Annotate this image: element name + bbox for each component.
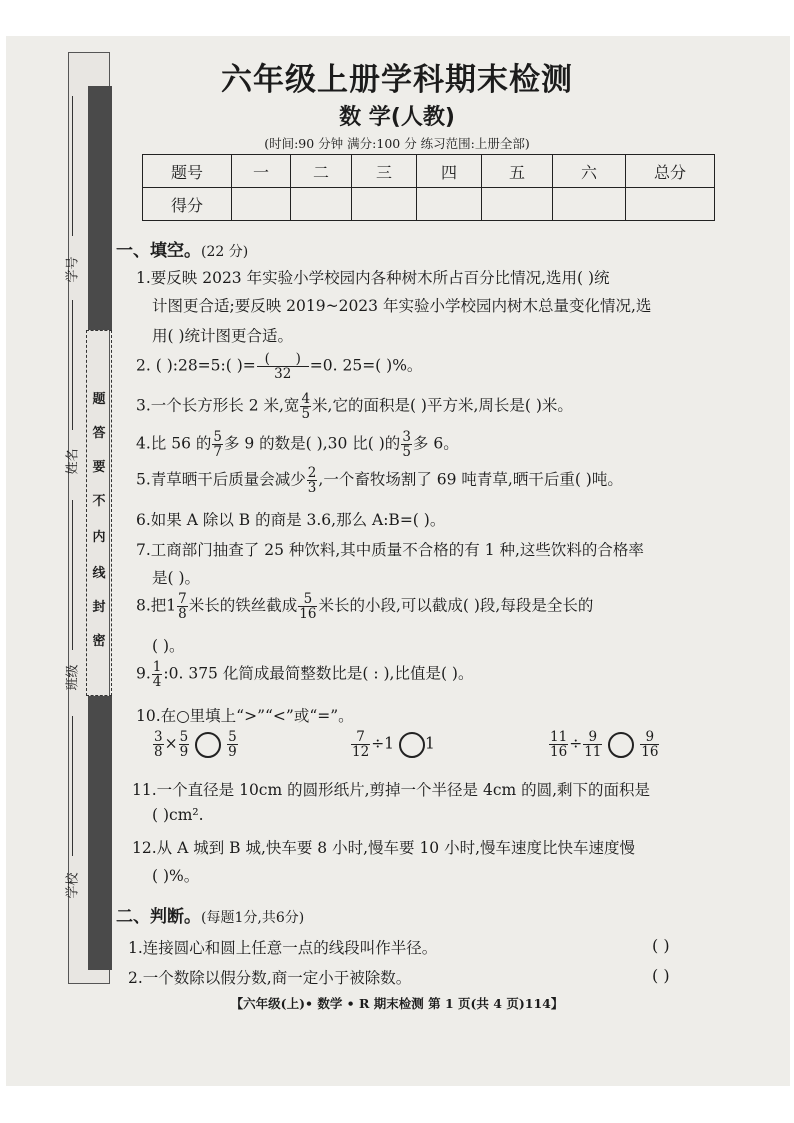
score-table-cell: 题号 <box>143 155 232 188</box>
q2 <box>136 352 422 381</box>
q10-e2-num: 7 <box>351 730 370 745</box>
score-input-cell[interactable] <box>232 188 291 221</box>
q8-text-a: 8.把1 <box>136 596 177 615</box>
q10-expression-2 <box>350 730 435 759</box>
score-input-cell[interactable] <box>626 188 715 221</box>
q3-text-b: 米,它的面积是( )平方米,周长是( )米。 <box>312 396 573 415</box>
q10-e3-frac-a <box>549 730 568 759</box>
score-table-header-row <box>143 155 715 188</box>
q1-line2: 计图更合适;要反映 2019~2023 年实验小学校园内树木总量变化情况,选 <box>152 297 652 315</box>
q11-line1: 11.一个直径是 10cm 的圆形纸片,剪掉一个半径是 4cm 的圆,剩下的面积是 <box>132 781 651 799</box>
q10-e2-divisor: ÷1 <box>371 734 395 753</box>
student-id-label: 学号 <box>65 256 81 283</box>
q8 <box>136 592 593 621</box>
section1-title: 一、填空。 <box>116 241 201 261</box>
score-table-cell: 五 <box>482 155 553 188</box>
seal-char: 要 <box>92 460 106 475</box>
margin-dark-band-bottom <box>88 696 112 970</box>
q9-text-b: :0. 375 化简成最简整数比是( : ),比值是( )。 <box>163 664 474 683</box>
q8-text-c: 米长的小段,可以截成( )段,每段是全长的 <box>318 596 594 615</box>
q10-e1-den-a: 8 <box>154 744 163 761</box>
q5 <box>136 466 623 495</box>
score-table-score-row <box>143 188 715 221</box>
q4-fraction-1 <box>212 430 223 459</box>
exam-info: (时间:90 分钟 满分:100 分 练习范围:上册全部) <box>264 136 530 151</box>
score-input-cell[interactable] <box>482 188 553 221</box>
q12-line1: 12.从 A 城到 B 城,快车要 8 小时,慢车要 10 小时,慢车速度比快车速度慢 <box>132 839 636 857</box>
q12-line2: ( )%。 <box>152 867 200 885</box>
q8-num1: 7 <box>178 591 187 607</box>
q4-den1: 7 <box>213 444 222 461</box>
q4-fraction-2 <box>401 430 412 459</box>
seal-char: 题 <box>92 392 106 407</box>
q2-fraction-blank: ( ) <box>257 352 309 367</box>
name-label: 姓名 <box>65 448 81 475</box>
seal-char: 封 <box>92 600 106 615</box>
q10-e1-frac-b <box>179 730 190 759</box>
score-table-cell: 三 <box>352 155 417 188</box>
exam-title: 六年级上册学科期末检测 <box>221 62 573 98</box>
q4-den2: 5 <box>402 444 411 461</box>
q10-e2-right: 1 <box>424 734 435 753</box>
score-table-cell: 得分 <box>143 188 232 221</box>
q8-den2: 16 <box>299 606 317 623</box>
q10-answer-circle-3[interactable] <box>608 732 634 758</box>
q10-e1-num-a: 3 <box>154 729 163 745</box>
section2-heading <box>116 902 304 927</box>
q8-num2: 5 <box>298 592 317 607</box>
q10-e3-den-c: 16 <box>641 744 659 761</box>
q9-num: 1 <box>152 659 162 675</box>
q10-e1-num-c: 5 <box>228 729 237 745</box>
q8-fraction-1 <box>177 592 188 621</box>
score-table-cell: 六 <box>553 155 626 188</box>
q9-den: 4 <box>152 674 162 691</box>
score-table-cell: 四 <box>417 155 482 188</box>
q7-line1: 7.工商部门抽查了 25 种饮料,其中质量不合格的有 1 种,这些饮料的合格率 <box>136 541 644 559</box>
seal-char: 不 <box>92 494 106 509</box>
q2-fraction <box>257 352 309 381</box>
judge-1: 1.连接圆心和圆上任意一点的线段叫作半径。 <box>128 939 438 957</box>
q10-answer-circle-1[interactable] <box>195 732 221 758</box>
section1-points: (22 分) <box>201 244 249 260</box>
q2-text-a: 2. ( ):28=5:( )= <box>136 356 256 375</box>
q5-fraction <box>307 466 318 495</box>
q10-expression-3 <box>548 730 660 759</box>
q10-e3-frac-b <box>583 730 602 759</box>
q10-e1-num-b: 5 <box>179 729 189 745</box>
q8-text-b: 米长的铁丝截成 <box>188 596 298 615</box>
q8-line2: ( )。 <box>152 637 185 655</box>
q5-text-a: 5.青草晒干后质量会减少 <box>136 470 306 489</box>
q10-e3-den-a: 16 <box>550 744 568 761</box>
score-input-cell[interactable] <box>291 188 352 221</box>
q10-e1-times: × <box>164 734 178 753</box>
page-footer: 【六年级(上)• 数学 • R 期末检测 第 1 页(共 4 页)114】 <box>230 996 564 1011</box>
q6: 6.如果 A 除以 B 的商是 3.6,那么 A:B=( )。 <box>136 511 446 529</box>
q10-e3-den-b: 11 <box>584 744 602 761</box>
q5-num: 2 <box>307 465 317 481</box>
q4-text-b: 多 9 的数是( ),30 比( )的 <box>223 434 401 453</box>
subject-title: 数 学(人教) <box>339 105 455 130</box>
score-table-cell: 一 <box>232 155 291 188</box>
q9-text-a: 9. <box>136 664 151 683</box>
q10-e3-num-a: 11 <box>550 729 568 745</box>
school-label: 学校 <box>65 872 81 899</box>
q4 <box>136 430 459 459</box>
q1-line1: 1.要反映 2023 年实验小学校园内各种树木所占百分比情况,选用( )统 <box>136 269 610 287</box>
seal-char: 线 <box>92 566 106 581</box>
judge-2: 2.一个数除以假分数,商一定小于被除数。 <box>128 969 412 987</box>
section2-title: 二、判断。 <box>116 907 201 927</box>
q8-den1: 8 <box>178 606 187 623</box>
class-label: 班级 <box>65 664 81 691</box>
seal-char: 内 <box>92 530 106 545</box>
q10-expression-1 <box>152 730 239 759</box>
q10-e2-den: 12 <box>352 744 370 761</box>
q2-text-b: =0. 25=( )%。 <box>309 356 423 375</box>
q3-fraction <box>300 392 311 421</box>
q2-fraction-den: 32 <box>274 366 292 382</box>
q3-num: 4 <box>301 391 311 407</box>
seal-char: 密 <box>92 634 106 649</box>
name-line <box>72 300 73 430</box>
q3-text-a: 3.一个长方形长 2 米,宽 <box>136 396 300 415</box>
q4-text-c: 多 6。 <box>412 434 459 453</box>
score-input-cell[interactable] <box>553 188 626 221</box>
score-input-cell[interactable] <box>352 188 417 221</box>
q7-line2: 是( )。 <box>152 569 201 587</box>
q9-fraction <box>152 660 163 689</box>
q10-e3-frac-c <box>640 730 659 759</box>
q4-text-a: 4.比 56 的 <box>136 434 212 453</box>
section1-heading <box>116 236 248 261</box>
seal-char: 答 <box>92 426 106 441</box>
score-table-cell: 总分 <box>626 155 715 188</box>
q9 <box>136 660 473 689</box>
q10-e1-frac-a <box>153 730 164 759</box>
q10-answer-circle-2[interactable] <box>399 732 425 758</box>
q10: 10.在○里填上“>”“<”或“=”。 <box>136 707 354 725</box>
q10-e1-den-b: 9 <box>179 744 189 761</box>
q5-text-b: ,一个畜牧场割了 69 吨青草,晒干后重( )吨。 <box>318 470 623 489</box>
q10-e2-frac <box>351 730 370 759</box>
class-line <box>72 500 73 650</box>
q8-fraction-2 <box>298 592 317 621</box>
q10-e3-num-c: 9 <box>640 730 659 745</box>
school-line <box>72 716 73 856</box>
q5-den: 3 <box>307 480 317 497</box>
q4-num1: 5 <box>213 429 222 445</box>
judge-1-answer[interactable]: ( ) <box>652 936 670 955</box>
q10-e3-divide: ÷ <box>569 734 583 753</box>
q10-e1-frac-c <box>227 730 238 759</box>
score-input-cell[interactable] <box>417 188 482 221</box>
score-table <box>142 154 715 221</box>
q11-line2: ( )cm². <box>152 806 204 824</box>
q1-line3: 用( )统计图更合适。 <box>152 327 294 345</box>
q3-den: 5 <box>301 406 311 423</box>
q3 <box>136 392 573 421</box>
judge-2-answer[interactable]: ( ) <box>652 966 670 985</box>
q4-num2: 3 <box>402 429 411 445</box>
section2-points: (每题1分,共6分) <box>201 910 305 926</box>
q10-e1-den-c: 9 <box>228 744 237 761</box>
q10-e3-num-b: 9 <box>583 730 602 745</box>
score-table-cell: 二 <box>291 155 352 188</box>
